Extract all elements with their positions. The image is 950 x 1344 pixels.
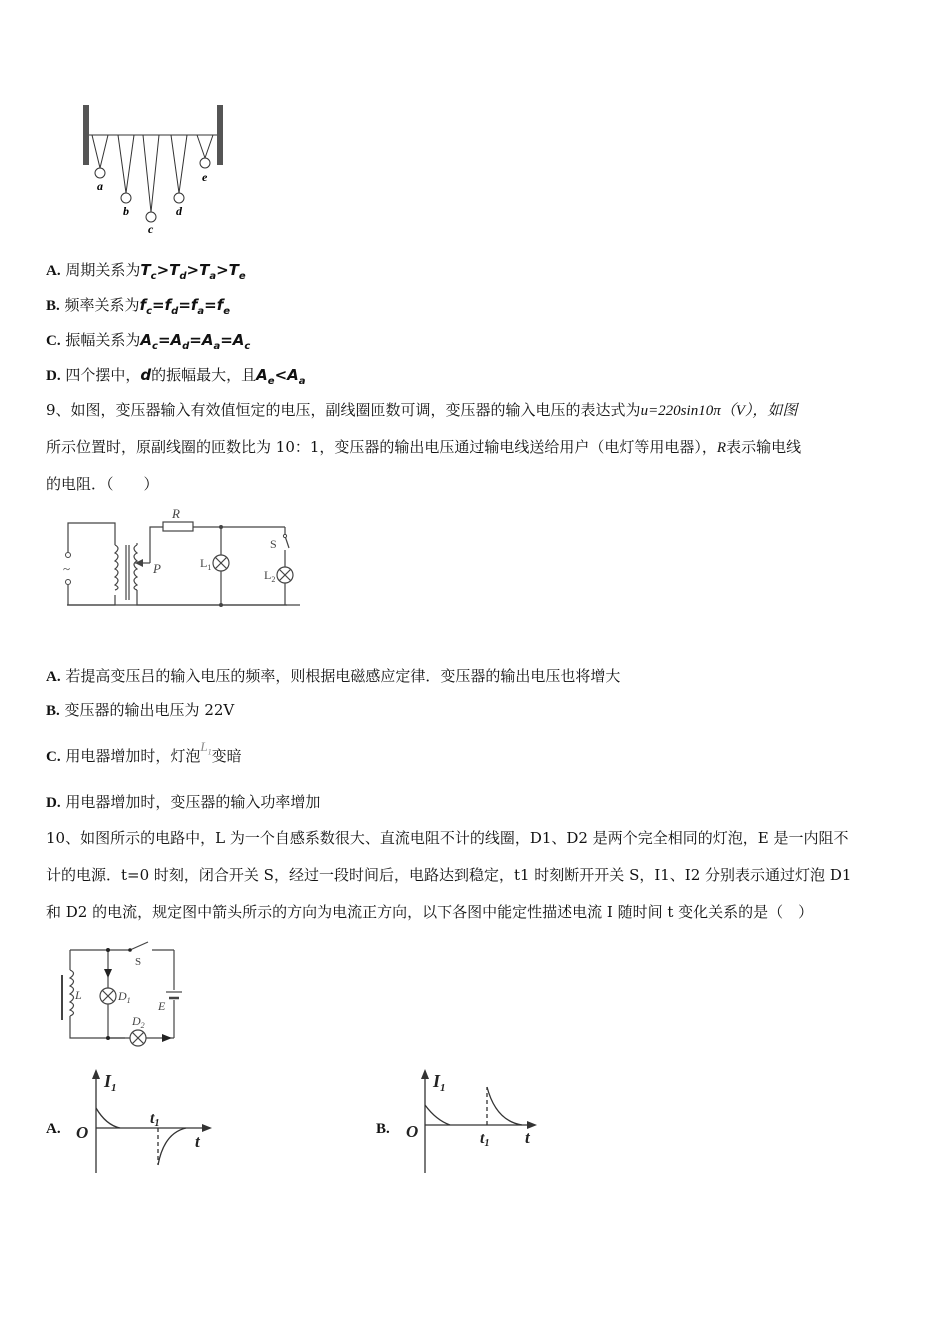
q10-option-b[interactable]	[370, 1065, 550, 1180]
math-var: d	[140, 366, 152, 384]
inline-l1-symbol: $L_1$	[200, 739, 212, 757]
option-text-after: 变暗	[211, 747, 242, 765]
math-expr: $A_c=A_d=A_a=A_c$	[140, 331, 251, 352]
svg-text:S: S	[270, 537, 277, 551]
stem-text: 计的电源．t=0 时刻，闭合开关 S，经过一段时间后，电路达到稳定，t1 时刻断开开关 S，I1、I2 分别表示通过灯泡 D1	[46, 866, 852, 884]
q9-stem-line-2	[46, 437, 801, 458]
option-label: B.	[376, 1121, 390, 1137]
option-label: D.	[46, 368, 61, 384]
q8-option-a[interactable]	[46, 260, 246, 287]
svg-text:P: P	[153, 561, 161, 576]
option-label: A.	[46, 263, 61, 279]
svg-text:L: L	[75, 988, 82, 1002]
q10-stem-line-1	[46, 828, 848, 848]
svg-text:c: c	[148, 222, 154, 235]
math-expr: $T_c>T_d>T_a>T_e$	[140, 261, 246, 282]
q10-option-a[interactable]	[40, 1065, 230, 1180]
option-label: B.	[46, 298, 60, 314]
svg-text:O: O	[76, 1123, 89, 1142]
q10-stem-line-2	[46, 865, 851, 885]
stem-text: 所示位置时，原副线圈的匝数比为 10：1，变压器的输出电压通过输电线送给用户（电灯等用电器），	[46, 438, 717, 456]
q8-option-b[interactable]	[46, 295, 230, 322]
math-expr: $A_e<A_a$	[256, 366, 306, 387]
stem-text: 和 D2 的电流，规定图中箭头所示的方向为电流正方向，以下各图中能定性描述电流 I 随时间 t 变化关系的是（ ）	[46, 903, 814, 921]
option-text: 振幅关系为	[65, 331, 141, 349]
option-label: C.	[46, 333, 61, 349]
option-text-before: 用电器增加时，灯泡	[65, 747, 201, 765]
option-text-before: 四个摆中，	[65, 366, 141, 384]
q8-option-c[interactable]	[46, 330, 250, 357]
svg-text:R: R	[172, 506, 180, 521]
stem-text: 10、如图所示的电路中，L 为一个自感系数很大、直流电阻不计的线圈，D1、D2 是两个完全相同的灯泡，E 是一内阻不	[46, 829, 849, 847]
svg-text:I1: $I_1$	[104, 1071, 117, 1094]
option-label: A.	[46, 1121, 61, 1137]
q8-option-d[interactable]	[46, 365, 306, 392]
svg-text:D1: $D_1$	[118, 989, 131, 1005]
svg-text:~: ~	[63, 561, 71, 576]
stem-var-r: R	[716, 440, 727, 456]
option-text: 若提高变压吕的输入电压的频率，则根据电磁感应定律．变压器的输出电压也将增大	[65, 667, 621, 685]
svg-text:t1: t1	[480, 1130, 490, 1149]
svg-text:e: e	[202, 170, 208, 184]
svg-text:S: S	[135, 956, 142, 968]
inductor-circuit-figure	[50, 935, 200, 1055]
option-text: 频率关系为	[64, 296, 140, 314]
stem-text: 的电阻．（ ）	[46, 475, 159, 493]
option-text-mid: 的振幅最大，且	[151, 366, 257, 384]
option-label: B.	[46, 703, 60, 719]
svg-text:L2: $L_2$	[264, 568, 276, 584]
svg-text:d: d	[176, 204, 182, 218]
svg-text:I1: $I_1$	[433, 1071, 446, 1094]
svg-text:t: t	[195, 1132, 200, 1151]
svg-text:t: t	[525, 1128, 530, 1147]
svg-text:D2: $D_2$	[132, 1014, 145, 1030]
transformer-circuit-figure	[55, 505, 300, 615]
pendulum-figure	[75, 100, 235, 235]
stem-expr: u=220sin10π（V），如图	[640, 403, 798, 419]
svg-text:b: b	[123, 204, 129, 218]
svg-text:L1: $L_1$	[200, 556, 212, 572]
option-text: 变压器的输出电压为 22V	[64, 701, 235, 719]
svg-text:a: a	[97, 179, 103, 193]
option-text: 用电器增加时，变压器的输入功率增加	[65, 793, 321, 811]
svg-text:t1: t1	[150, 1110, 160, 1129]
option-label: A.	[46, 669, 61, 685]
stem-text: 9、如图，变压器输入有效值恒定的电压，副线圈匝数可调，变压器的输入电压的表达式为	[46, 401, 641, 419]
option-text: 周期关系为	[65, 261, 141, 279]
q9-option-b[interactable]	[46, 700, 234, 721]
option-label: C.	[46, 749, 61, 765]
svg-text:E: E	[158, 999, 166, 1013]
option-label: D.	[46, 795, 61, 811]
q9-option-d[interactable]	[46, 792, 320, 813]
current-time-graph-a	[40, 1065, 230, 1180]
q9-option-c[interactable]	[46, 739, 242, 773]
q9-stem-line-3	[46, 474, 159, 494]
q9-stem-line-1	[46, 400, 797, 421]
current-time-graph-b	[370, 1065, 550, 1180]
q10-stem-line-3	[46, 902, 813, 922]
math-expr: $f_c=f_d=f_a=f_e$	[139, 296, 231, 317]
svg-text:O: O	[406, 1122, 419, 1141]
q9-option-a[interactable]	[46, 666, 620, 687]
stem-text: 表示输电线	[726, 438, 802, 456]
